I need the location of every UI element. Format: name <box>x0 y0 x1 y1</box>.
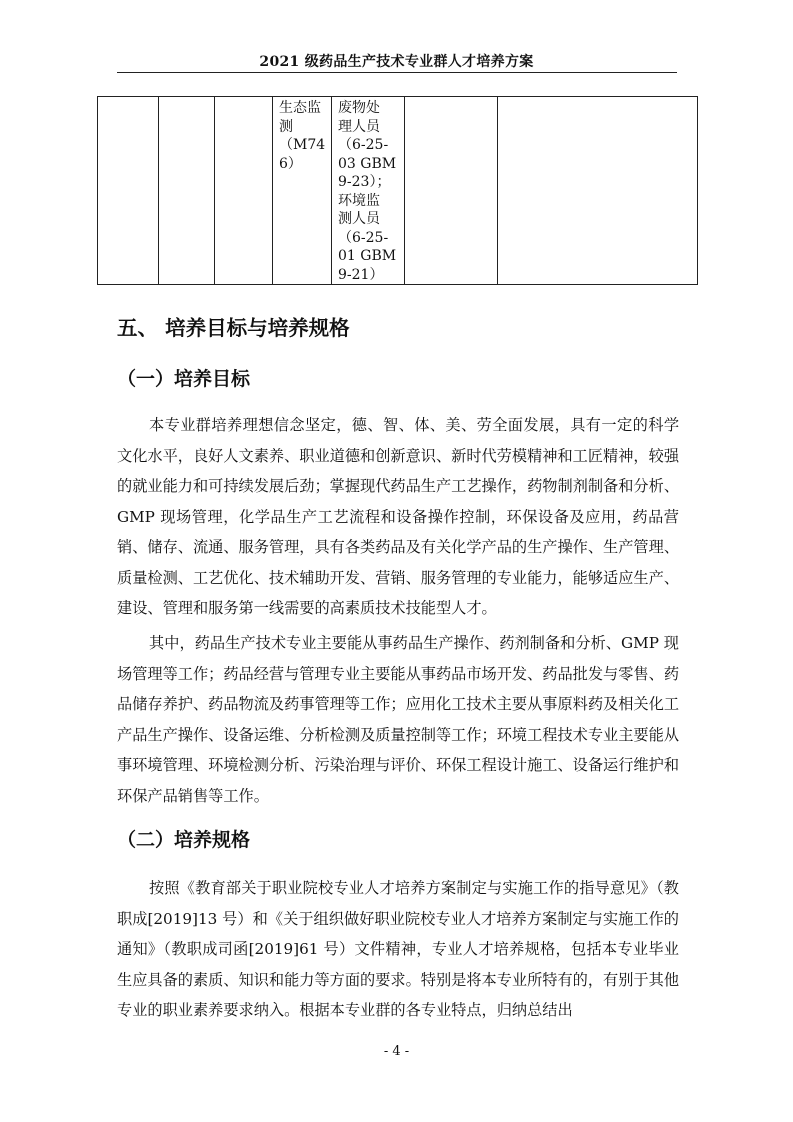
section-heading: 五、 培养目标与培养规格 <box>117 316 350 340</box>
subsection-heading-specs: （二）培养规格 <box>117 829 251 851</box>
table-cell-industry: 生态监 测 （M74 6） <box>273 97 332 285</box>
document-header-title: 2021 级药品生产技术专业群人才培养方案 <box>259 54 534 70</box>
subsection-heading-goals: （一）培养目标 <box>117 368 251 390</box>
paragraph-specs-1: 按照《教育部关于职业院校专业人才培养方案制定与实施工作的指导意见》（教职成[2019]13 号）和《关于组织做好职业院校专业人才培养方案制定与实施工作的通知》（教职成司函[2019]61 号）文件精神，专业人才培养规格，包括本专业毕业生应具备的素质、知识和能力等方面的要求。特别是将本专业所特有的，有别于其他专业的职业素养要求纳入。根据本专业群的各专业特点，归纳总结出 <box>117 879 679 1019</box>
paragraph-goals-1: 本专业群培养理想信念坚定，德、智、体、美、劳全面发展，具有一定的科学文化水平，良好人文素养、职业道德和创新意识、新时代劳模精神和工匠精神，较强的就业能力和可持续发展后劲；掌握现代药品生产工艺操作，药物制剂制备和分析、GMP 现场管理，化学品生产工艺流程和设备操作控制，环保设备及应用，药品营销、储存、流通、服务管理，具有各类药品及有关化学产品的生产操作、生产管理、质量检测、工艺优化、技术辅助开发、营销、服务管理的专业能力，能够适应生产、建设、管理和服务第一线需要的高素质技术技能型人才。 <box>117 416 679 617</box>
table-cell <box>215 97 273 285</box>
table-cell <box>159 97 215 285</box>
table-cell-occupation: 废物处 理人员 （6-25- 03 GBM 9-23）； 环境监 测人员 （6-25- 01 GBM 9-21） <box>332 97 405 285</box>
paragraph-goals-2: 其中，药品生产技术专业主要能从事药品生产操作、药剂制备和分析、GMP 现场管理等工作；药品经营与管理专业主要能从事药品市场开发、药品批发与零售、药品储存养护、药品物流及药事管理等工作；应用化工技术主要从事原料药及相关化工产品生产操作、设备运维、分析检测及质量控制等工作；环境工程技术专业主要能从事环境管理、环境检测分析、污染治理与评价、环保工程设计施工、设备运行维护和环保产品销售等工作。 <box>117 634 679 805</box>
table-cell <box>98 97 159 285</box>
table-cell <box>405 97 498 285</box>
page-number: - 4 - <box>383 1044 410 1059</box>
table-row <box>98 97 698 285</box>
header-divider <box>117 72 677 73</box>
table-cell <box>498 97 698 285</box>
table-continuation <box>97 96 698 285</box>
